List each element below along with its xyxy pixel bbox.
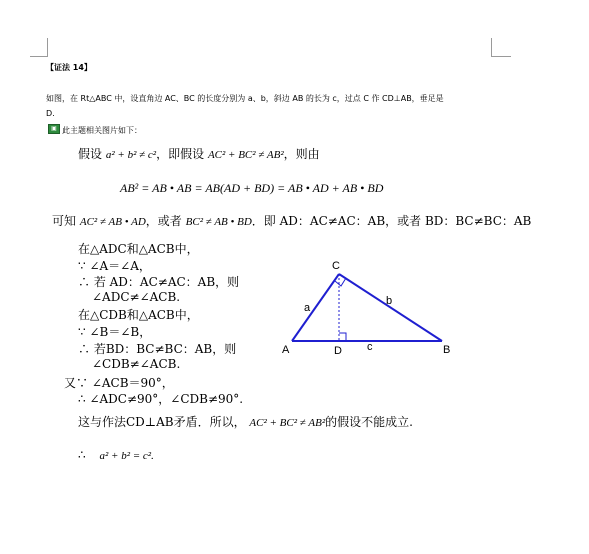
knowable-equation-1: AC² ≠ AB • AD xyxy=(79,216,146,228)
page-corner-mark-right xyxy=(491,56,511,57)
proof-line-9: 又∵ ∠ACB＝90°， xyxy=(64,376,174,390)
proof-line-10: ∴ ∠ADC≠90°，∠CDB≠90°. xyxy=(78,392,244,406)
page-corner-mark-left-vertical xyxy=(47,38,48,56)
display-equation xyxy=(120,181,383,196)
proof-line-3: ∴ 若 AD：AC≠AC：AB，则 xyxy=(78,275,240,289)
right-angle-mark-d xyxy=(339,333,346,341)
label-a-vertex: A xyxy=(282,344,290,356)
contradiction-prefix: 这与作法CD⊥AB矛盾．所以， xyxy=(78,415,246,429)
problem-statement-line2: D. xyxy=(46,109,55,118)
display-equation-part-1: AB² = AB • AB xyxy=(120,181,192,195)
proof-line-1: 在△ADC和△ACB中， xyxy=(78,242,199,256)
assumption-middle: ，即假设 xyxy=(156,147,205,161)
side-cb xyxy=(339,274,442,341)
label-b-side: b xyxy=(386,295,393,307)
knowable-middle: ，或者 xyxy=(145,214,182,228)
knowable-equation-2: BC² ≠ AB • BD xyxy=(185,216,252,228)
knowable-line xyxy=(52,212,531,229)
triangle-lines xyxy=(292,274,442,341)
proof-line-7: ∴ 若BD：BC≠BC：AB，则 xyxy=(78,342,237,356)
assumption-line xyxy=(78,145,320,162)
image-note: 此主题相关图片如下： xyxy=(62,126,142,135)
assumption-equation-1: a² + b² ≠ c² xyxy=(105,149,157,161)
label-c-side: c xyxy=(367,341,373,353)
proof-line-5: 在△CDB和△ACB中， xyxy=(78,308,199,322)
triangle-figure xyxy=(275,255,465,360)
page-corner-mark-right-vertical xyxy=(491,38,492,56)
assumption-prefix: 假设 xyxy=(78,147,103,161)
contradiction-line xyxy=(78,413,413,430)
problem-statement-line1: 如图，在 Rt△ABC 中，设直角边 AC、BC 的长度分别为 a、b，斜边 AB 的长为 c，过点 C 作 CD⊥AB，垂足是 xyxy=(46,94,444,103)
label-a-side: a xyxy=(304,302,311,314)
proof-title: 【证法 14】 xyxy=(46,63,92,72)
label-b-vertex: B xyxy=(443,344,451,356)
label-c: C xyxy=(332,260,340,272)
conclusion-equation: a² + b² = c². xyxy=(99,450,154,462)
display-equation-part-2: = AB(AD + BD) = xyxy=(194,181,286,195)
proof-line-4: ∠ADC≠∠ACB. xyxy=(92,290,181,304)
proof-line-2: ∵ ∠A＝∠A， xyxy=(78,259,151,273)
conclusion-symbol: ∴ xyxy=(78,448,86,462)
contradiction-equation: AC² + BC² ≠ AB² xyxy=(249,417,326,429)
right-angle-mark-c xyxy=(335,278,346,286)
display-equation-part-3: AB • AD + AB • BD xyxy=(287,181,384,195)
knowable-prefix: 可知 xyxy=(52,214,77,228)
side-ac xyxy=(292,274,339,341)
knowable-suffix: ．即 AD：AC≠AC：AB，或者 BD：BC≠BC：AB xyxy=(251,214,532,228)
label-d: D xyxy=(334,345,342,357)
assumption-equation-2: AC² + BC² ≠ AB² xyxy=(207,149,284,161)
proof-line-8: ∠CDB≠∠ACB. xyxy=(92,357,181,371)
assumption-suffix: ，则由 xyxy=(283,147,320,161)
contradiction-suffix: 的假设不能成立. xyxy=(325,415,413,429)
page-corner-mark-left xyxy=(30,56,48,57)
proof-line-6: ∵ ∠B＝∠B， xyxy=(78,325,152,339)
conclusion-line xyxy=(78,448,154,462)
image-icon: ▣ xyxy=(48,124,60,134)
